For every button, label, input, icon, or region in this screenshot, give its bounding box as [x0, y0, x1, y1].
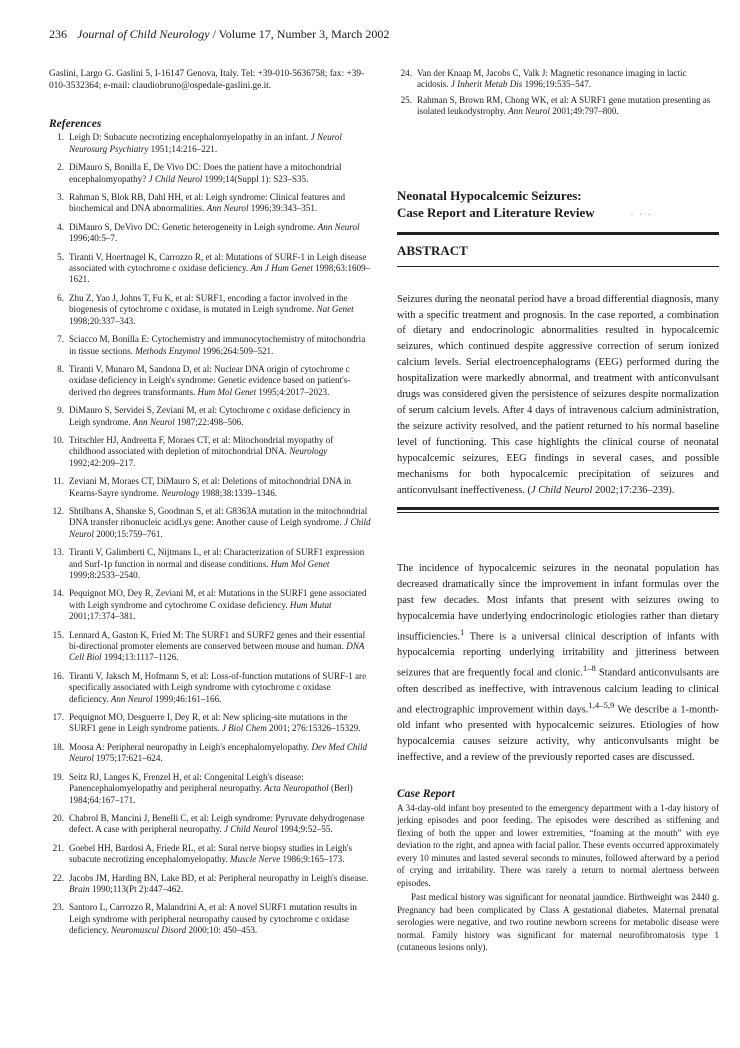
reference-item [49, 435, 371, 469]
reference-item [49, 813, 371, 836]
reference-text: Tiranti V, Munaro M, Sandona D, et al: Nuclear DNA origin of cytochrome c oxidase deficiency in Leigh's syndrome: Genetic evidence based on patient's-derived rho degrees transformants. [69, 363, 351, 397]
reference-journal: Dev Med Child Neurol [69, 741, 368, 764]
reference-number: 25. [400, 94, 412, 105]
reference-text: Chabrol B, Mancini J, Benelli C, et al: Leigh syndrome: Pyruvate dehydrogenase defect. A case with peripheral neuropathy. [69, 812, 365, 835]
reference-details: 2001; 276:15326–15329. [266, 723, 361, 734]
abstract-citation-details: 2002;17:236–239). [592, 484, 675, 496]
intro-citation-3: 1,4–5,9 [588, 699, 615, 710]
left-column [49, 68, 371, 944]
reference-details: 1999;8:2533–2540. [69, 570, 140, 580]
reference-number: 8. [57, 363, 64, 374]
intro-text-1: The incidence of hypocalcemic seizures in the neonatal population has decreased dramatically since the improvement in infant formulas over the past few decades. Most infants that present with seizures owing to hypocalcemia have underlying endocrinologic etiologies rather than dietary insufficiencies. [397, 563, 719, 643]
reference-text: Rahman S, Blok RB, Dahl HH, et al: Leigh syndrome: Clinical features and biochemical and DNA abnormalities. [69, 192, 346, 214]
intro-citation-1: 1 [460, 627, 465, 638]
reference-journal: Ann Neurol [508, 106, 550, 117]
reference-details: 1994;9:52–55. [277, 824, 333, 835]
reference-details: 1990;113(Pt 2):447–462. [89, 883, 184, 894]
abstract-end-rule-thin [397, 512, 719, 513]
reference-details: 1992;42:209–217. [69, 457, 136, 468]
reference-details: 1996;264:509–521. [200, 345, 274, 356]
reference-text: Pequignot MO, Dey R, Zeviani M, et al: Mutations in the SURF1 gene associated with Leigh syndrome and cytochrome C oxidase deficiency. [69, 588, 367, 610]
reference-item [397, 95, 719, 118]
reference-journal: J Biol Chem [221, 723, 267, 734]
reference-text: Zeviani M, Moraes CT, DiMauro S, et al: Deletions of mitochondrial DNA in Kearns-Sayre syndrome. [69, 476, 351, 498]
right-column [397, 68, 719, 954]
reference-details: 1975;17:621–624. [93, 753, 163, 764]
reference-journal: Ann Neurol [206, 203, 249, 214]
reference-text: Shtilbans A, Shanske S, Goodman S, et al: G8363A mutation in the mitochondrial DNA transfer ribonucleic acidLys gene: Another cause of Leigh syndrome. [69, 505, 368, 528]
reference-number: 2. [57, 162, 64, 173]
reference-text: Rahman S, Brown RM, Chong WK, et al: A SURF1 gene mutation presenting as isolated leukodystrophy. [417, 94, 711, 117]
reference-text: Goebel HH, Bardosi A, Friede RL, et al: Sural nerve biopsy studies in Leigh's subacute necrotizing encephalomyelopathy. [69, 842, 352, 865]
article-title [397, 187, 719, 223]
page-number: 236 [49, 27, 67, 41]
reference-number: 5. [57, 251, 64, 262]
reference-journal: Ann Neurol [110, 693, 153, 704]
reference-item [49, 506, 371, 540]
reference-journal: J Neurol Neurosurg Psychiatry [69, 132, 342, 154]
reference-journal: Neuromuscul Disord [110, 925, 187, 936]
introduction-paragraph [397, 561, 719, 765]
reference-item [49, 873, 371, 896]
reference-journal: DNA Cell Biol [69, 641, 365, 663]
reference-item [49, 630, 371, 664]
reference-journal: Ann Neurol [317, 221, 360, 232]
reference-text: Seitz RJ, Langes K, Frenzel H, et al: Congenital Leigh's disease: Panencephalomyelopathy and peripheral neuropathy. [69, 771, 304, 794]
reference-number: 4. [57, 221, 64, 232]
reference-item [49, 405, 371, 428]
reference-text: Tiranti V, Hoertnagel K, Carrozzo R, et al: Mutations of SURF-1 in Leigh disease associated with cytochrome c oxidase deficiency. [69, 251, 367, 274]
reference-number: 12. [52, 505, 64, 516]
reference-text: Zhu Z, Yao J, Johns T, Fu K, et al: SURF1, encoding a factor involved in the biogenesis of cytochrome c oxidase, is mutated in Leigh syndrome. [69, 292, 348, 315]
reference-journal: Hum Mutat [289, 599, 332, 610]
reference-text: Moosa A: Peripheral neuropathy in Leigh's encephalomyelopathy. [69, 741, 312, 752]
reference-details: 1996;39:343–351. [248, 203, 318, 214]
reference-details: 1996;19:535–547. [522, 79, 592, 90]
reference-text: Jacobs JM, Harding BN, Lake BD, et al: Peripheral neuropathy in Leigh's disease. [69, 872, 369, 883]
reference-item [49, 222, 371, 245]
reference-number: 24. [400, 68, 412, 78]
reference-item [49, 547, 371, 581]
intro-citation-2: 1–8 [582, 663, 596, 674]
abstract-heading: ABSTRACT [397, 242, 468, 258]
reference-text: DiMauro S, DeVivo DC: Genetic heterogeneity in Leigh syndrome. [69, 221, 318, 232]
reference-number: 3. [57, 192, 64, 203]
abstract-body [397, 292, 719, 499]
reference-journal: J Child Neurol [69, 517, 371, 539]
references-heading: References [49, 118, 102, 131]
reference-text: Pequignot MO, Desguerre I, Dey R, et al: New splicing-site mutations in the SURF1 gene in Leigh syndrome patients. [69, 712, 348, 734]
reference-number: 11. [52, 476, 64, 487]
journal-issue: / Volume 17, Number 3, March 2002 [209, 27, 390, 41]
reference-journal: Hum Mol Genet [197, 386, 257, 397]
reference-number: 9. [57, 405, 64, 416]
reference-item [49, 843, 371, 866]
reference-details: 1998;20:337–343. [69, 315, 136, 326]
reference-journal: Ann Neurol [132, 416, 175, 427]
reference-item [49, 671, 371, 705]
reference-text: DiMauro S, Servidei S, Zeviani M, et al: Cytochrome c oxidase deficiency in Leigh syndrome. [69, 405, 351, 427]
intro-text-3: Standard anticonvulsants are often described as ineffective, with intravenous calcium leading to clinical and electrographic improvement within days. [397, 667, 719, 716]
reference-number: 22. [52, 872, 64, 883]
reference-details: 2000;15:759–761. [93, 528, 163, 539]
case-report-heading: Case Report [397, 787, 455, 800]
reference-details: 1986;9:165–173. [280, 854, 345, 865]
reference-item [49, 334, 371, 357]
references-list-continued [397, 68, 719, 118]
reference-details: 2000;10: 450–453. [186, 925, 258, 936]
title-rule [397, 232, 719, 235]
reference-journal: Acta Neuropathol [264, 783, 329, 794]
case-report-paragraph-2: Past medical history was significant for neonatal jaundice. Birthweight was 2440 g. Pregnancy had been complicated by Class A gestational diabetes. Maternal prenatal serologies were negative, and two routine newborn screens for metabolic disease were normal. Family history was significant for maternal neurofibromatosis type 1 (cutaneous lesions only). [397, 892, 719, 953]
reference-journal: Nat Genet [316, 304, 354, 315]
reference-item [397, 68, 719, 91]
reference-item [49, 364, 371, 398]
reference-journal: J Child Neurol [148, 173, 203, 184]
article-title-line-2-text: Case Report and Literature Review [397, 204, 595, 220]
reference-number: 13. [52, 547, 64, 558]
reference-text: Santoro L, Carrozzo R, Malandrini A, et al: A novel SURF1 mutation results in Leigh syndrome with peripheral neuropathy caused by cytochrome c oxidase deficiency. [69, 902, 357, 936]
reference-item [49, 772, 371, 806]
intro-text-4: We describe a 1-month-old infant who presented with hypocalcemic seizures. Etiologies of how hypocalcemia causes seizure activity, why anticonvulsants might be ineffective, and a review of the previously reported cases are discussed. [397, 704, 719, 763]
reference-number: 17. [52, 712, 64, 723]
reference-item [49, 162, 371, 185]
reference-number: 15. [52, 629, 64, 640]
reference-number: 7. [57, 334, 64, 345]
reference-number: 1. [57, 132, 64, 143]
reference-number: 20. [52, 812, 64, 823]
intro-text-2: There is a universal clinical description of infants with hypocalcemia reporting underlying irritability and jitteriness between seizures that are frequently focal and clonic. [397, 631, 719, 679]
running-header [49, 27, 700, 42]
reference-number: 10. [52, 434, 64, 445]
reference-details: 1999;14(Suppl 1): S23–S35. [202, 173, 309, 184]
reference-item [49, 742, 371, 765]
journal-name: Journal of Child Neurology [77, 27, 210, 41]
reference-number: 23. [52, 902, 64, 913]
reference-text: Tiranti V, Galimberti C, Nijtmans L, et al: Characterization of SURF1 expression and Surf-1p function in normal and disease conditions. [69, 547, 365, 569]
reference-item [49, 476, 371, 499]
reference-details: 1951;14:216–221. [148, 143, 218, 154]
reference-text: DiMauro S, Bonilla E, De Vivo DC: Does the patient have a mitochondrial encephalomyopathy? [69, 162, 342, 184]
case-report-paragraph-1: A 34-day-old infant boy presented to the emergency department with a 1-day history of jerking episodes and poor feeding. The episodes were described as stiffening and flexing of both the upper and lower extremities, “foaming at the mouth” with eye deviation to the right, and apnea with facial pallor. These events occurred approximately every 10 minutes and lasted several seconds to minutes, followed afterward by a period of crying and irritability. There was rarely a return to normal alertness between episodes. [397, 802, 719, 888]
reference-item [49, 902, 371, 936]
reference-journal: J Child Neurol [223, 824, 278, 835]
reference-text: Sciacco M, Bonilla E: Cytochemistry and immunocytochemistry of mitochondria in tissue sections. [69, 334, 366, 356]
reference-journal: Am J Hum Genet [250, 263, 313, 274]
reference-details: 1995;4:2017–2023. [256, 386, 330, 397]
reference-item [49, 132, 371, 155]
reference-item [49, 252, 371, 286]
reference-details: 1987;22:498–506. [174, 416, 244, 427]
abstract-text: Seizures during the neonatal period have a broad differential diagnosis, many with a specific treatment and prognosis. In the case reported, a combination of dietary and endocrinologic abnormalities resulted in hypocalcemic seizures, which continued despite aggressive correction of serum ionized calcium levels. Serial electroencephalograms (EEG) performed during the hospitalization were markedly abnormal, and treatment with anticonvulsant drugs was considered given the persistence of seizures despite normalization of serum calcium levels. After 4 days of intravenous calcium administration, the seizure activity resolved, and the patient returned to his normal baseline level of functioning. This case highlights the clinical course of neonatal hypocalcemic seizures, EEG findings in several cases, and possible mechanisms for both hypocalcemic precipitation of seizures and anticonvulsant ineffectiveness. ( [397, 293, 719, 496]
article-title-line-2 [397, 204, 719, 223]
reference-details: 1994;13:1117–1126. [101, 652, 179, 663]
abstract-end-rule [397, 507, 719, 510]
decorative-dots: · · · [630, 209, 653, 219]
reference-details: 1999;46:161–166. [152, 693, 222, 704]
reference-details: 2001;17:374–381. [69, 611, 136, 622]
reference-item [49, 293, 371, 327]
reference-details: (Berl) 1984;64:167–171. [69, 783, 353, 805]
reference-item [49, 712, 371, 735]
reference-number: 16. [52, 670, 64, 681]
abstract-rule [397, 266, 719, 267]
reference-text: Tritschler HJ, Andreetta F, Moraes CT, et al: Mitochondrial myopathy of childhood associated with depletion of mitochondrial DNA. [69, 434, 334, 457]
reference-journal: Neurology [289, 446, 328, 457]
reference-text: Lennard A, Gaston K, Fried M: The SURF1 and SURF2 genes and their essential bi-directional promoter elements are conserved between mouse and human. [69, 629, 366, 652]
reference-journal: J Inherit Metab Dis [450, 79, 523, 90]
reference-journal: Neurology [161, 487, 200, 498]
reference-journal: Hum Mol Genet [270, 558, 330, 569]
references-list [49, 132, 371, 936]
reference-number: 18. [52, 741, 64, 752]
reference-journal: Methods Enzymol [135, 345, 201, 356]
reference-item [49, 588, 371, 622]
reference-details: 1998;63:1609–1621. [69, 263, 371, 285]
reference-details: 1988;38:1339–1346. [199, 487, 278, 498]
reference-number: 21. [52, 842, 64, 853]
reference-number: 19. [52, 771, 64, 782]
reference-text: Leigh D: Subacute necrotizing encephalomyelopathy in an infant. [69, 132, 311, 143]
reference-number: 6. [57, 292, 64, 303]
reference-details: 1996;40:5–7. [69, 233, 118, 244]
reference-item [49, 192, 371, 215]
abstract-citation-journal: J Child Neurol [530, 484, 593, 496]
reference-details: 2001;49:797–800. [549, 106, 619, 117]
reference-number: 14. [52, 588, 64, 599]
reference-text: Tiranti V, Jaksch M, Hofmann S, et al: Loss-of-function mutations of SURF-1 are specifically associated with Leigh syndrome with cytochrome c oxidase deficiency. [69, 670, 367, 704]
reference-journal: Muscle Nerve [230, 854, 281, 865]
reference-journal: Brain [69, 883, 90, 894]
article-title-line-1: Neonatal Hypocalcemic Seizures: [397, 187, 582, 203]
author-address: Gaslini, Largo G. Gaslini 5, I-16147 Genova, Italy. Tel: +39-010-5636758; fax: +39-010-3532364; e-mail: claudiobruno@ospedale-gaslini.ge.it. [49, 69, 365, 92]
reference-text: Van der Knaap M, Jacobs C, Valk J: Magnetic resonance imaging in lactic acidosis. [417, 68, 687, 90]
